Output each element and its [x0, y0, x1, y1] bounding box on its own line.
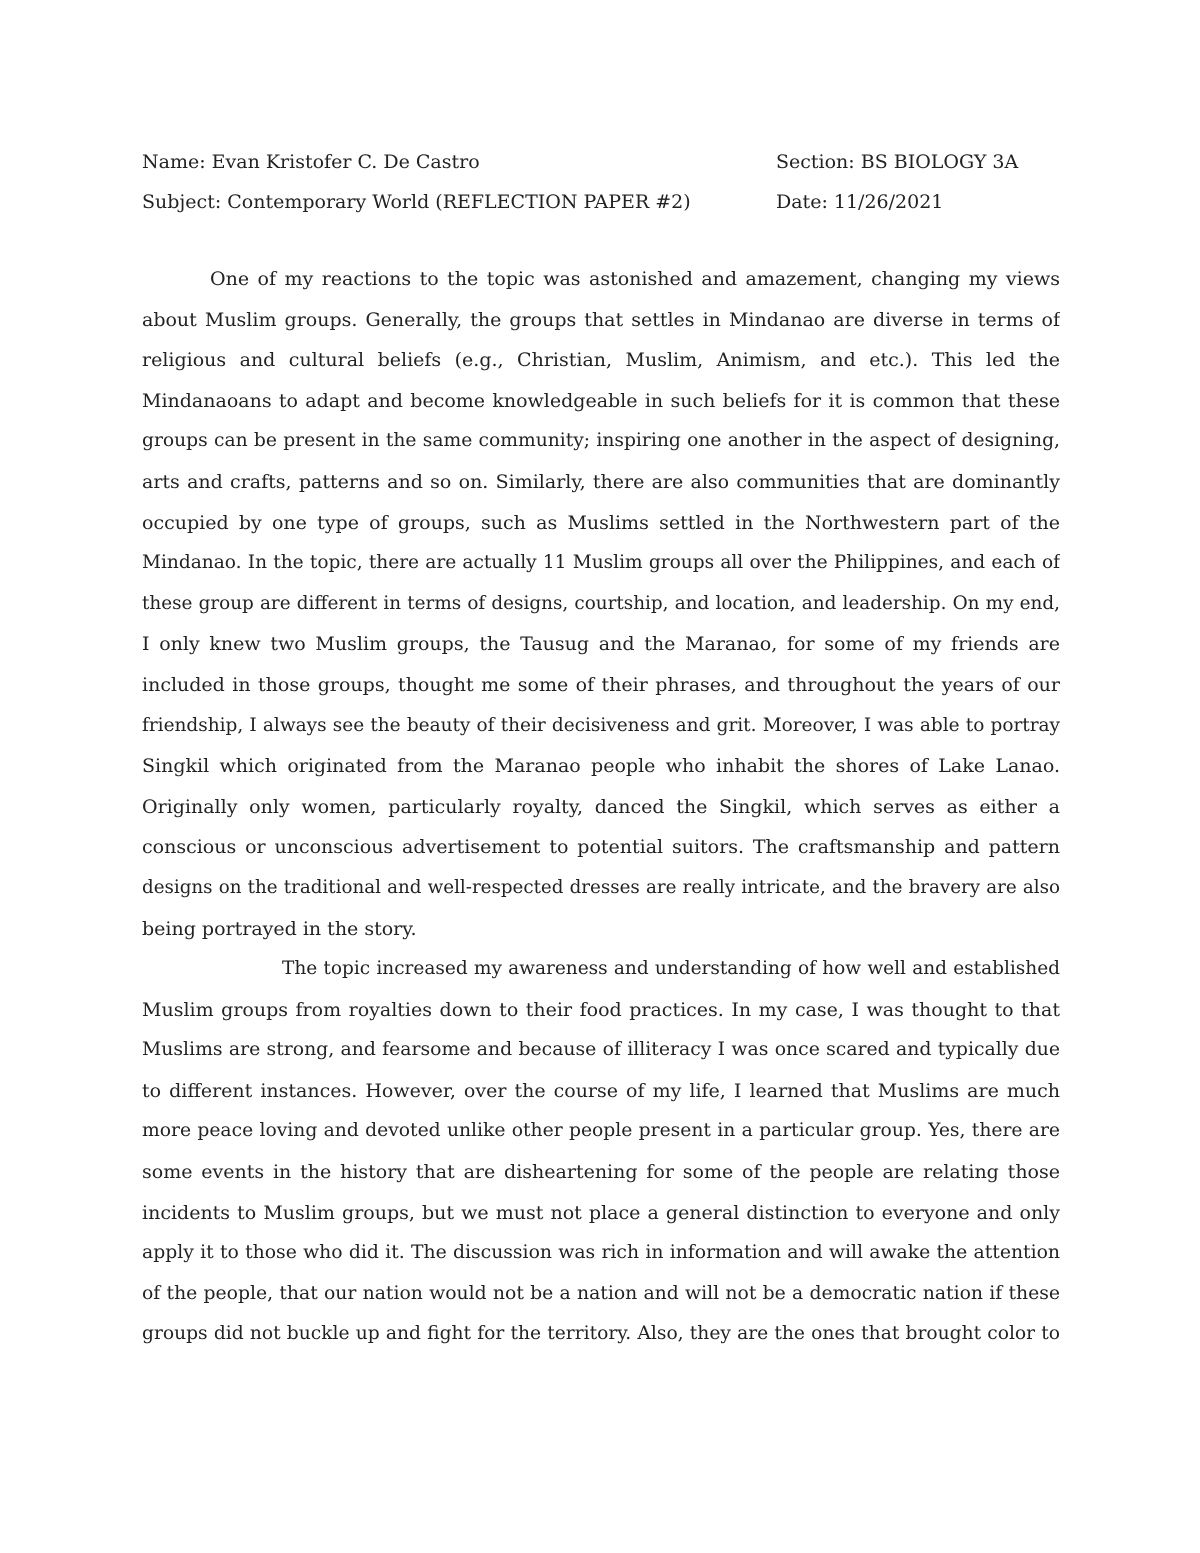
paragraph-line: Originally only women, particularly royalty, danced the Singkil, which serves as either a: [142, 795, 1060, 818]
paragraph-line: groups can be present in the same community; inspiring one another in the aspect of designing,: [142, 430, 1060, 452]
paragraph-line: to different instances. However, over the course of my life, I learned that Muslims are much: [142, 1079, 1060, 1102]
header-row-2: [142, 182, 1060, 222]
paragraph-line: Mindanaoans to adapt and become knowledgeable in such beliefs for it is common that these: [142, 389, 1060, 412]
document-header: [142, 142, 1060, 222]
paragraph-line: designs on the traditional and well-respected dresses are really intricate, and the bravery are also: [142, 876, 1060, 898]
paragraph-line: included in those groups, thought me some of their phrases, and throughout the years of our: [142, 673, 1060, 696]
paragraph-line: occupied by one type of groups, such as Muslims settled in the Northwestern part of the: [142, 511, 1060, 534]
paragraph-line: these group are different in terms of designs, courtship, and location, and leadership. On my end,: [142, 592, 1060, 614]
paragraph-line: about Muslim groups. Generally, the groups that settles in Mindanao are diverse in terms of: [142, 308, 1060, 331]
header-row-1: [142, 142, 1060, 182]
paragraph-line: Singkil which originated from the Maranao people who inhabit the shores of Lake Lanao.: [142, 755, 1060, 778]
student-name: Name: Evan Kristofer C. De Castro: [142, 151, 480, 173]
paragraph-line: more peace loving and devoted unlike other people present in a particular group. Yes, there are: [142, 1120, 1060, 1142]
paragraph-line: of the people, that our nation would not be a nation and will not be a democratic nation if these: [142, 1282, 1060, 1304]
paragraph-line: The topic increased my awareness and understanding of how well and established: [282, 958, 1060, 980]
reflection-body: [142, 259, 1060, 1355]
paragraph-line: religious and cultural beliefs (e.g., Christian, Muslim, Animism, and etc.). This led the: [142, 349, 1060, 372]
paragraph-line: conscious or unconscious advertisement to potential suitors. The craftsmanship and pattern: [142, 836, 1060, 859]
paragraph-line: friendship, I always see the beauty of their decisiveness and grit. Moreover, I was able to portray: [142, 714, 1060, 736]
paragraph-line: One of my reactions to the topic was astonished and amazement, changing my views: [210, 268, 1060, 290]
paragraph-line: groups did not buckle up and fight for the territory. Also, they are the ones that brought color to: [142, 1323, 1060, 1345]
section-label: Section: BS BIOLOGY 3A: [776, 151, 1019, 173]
paragraph-line: some events in the history that are disheartening for some of the people are relating those: [142, 1161, 1060, 1184]
subject-label: Subject: Contemporary World (REFLECTION PAPER #2): [142, 191, 691, 213]
paragraph-line: arts and crafts, patterns and so on. Similarly, there are also communities that are dominantly: [142, 470, 1060, 493]
date-label: Date: 11/26/2021: [776, 191, 944, 213]
paragraph-line: incidents to Muslim groups, but we must not place a general distinction to everyone and only: [142, 1201, 1060, 1224]
paragraph-line: Muslim groups from royalties down to their food practices. In my case, I was thought to that: [142, 998, 1060, 1021]
paragraph-line: I only knew two Muslim groups, the Tausug and the Maranao, for some of my friends are: [142, 633, 1060, 656]
paragraph-line: being portrayed in the story.: [142, 917, 417, 940]
paragraph-line: Mindanao. In the topic, there are actually 11 Muslim groups all over the Philippines, and each of: [142, 552, 1060, 574]
paragraph-line: Muslims are strong, and fearsome and because of illiteracy I was once scared and typically due: [142, 1039, 1060, 1061]
paragraph-line: apply it to those who did it. The discussion was rich in information and will awake the attention: [142, 1242, 1060, 1264]
